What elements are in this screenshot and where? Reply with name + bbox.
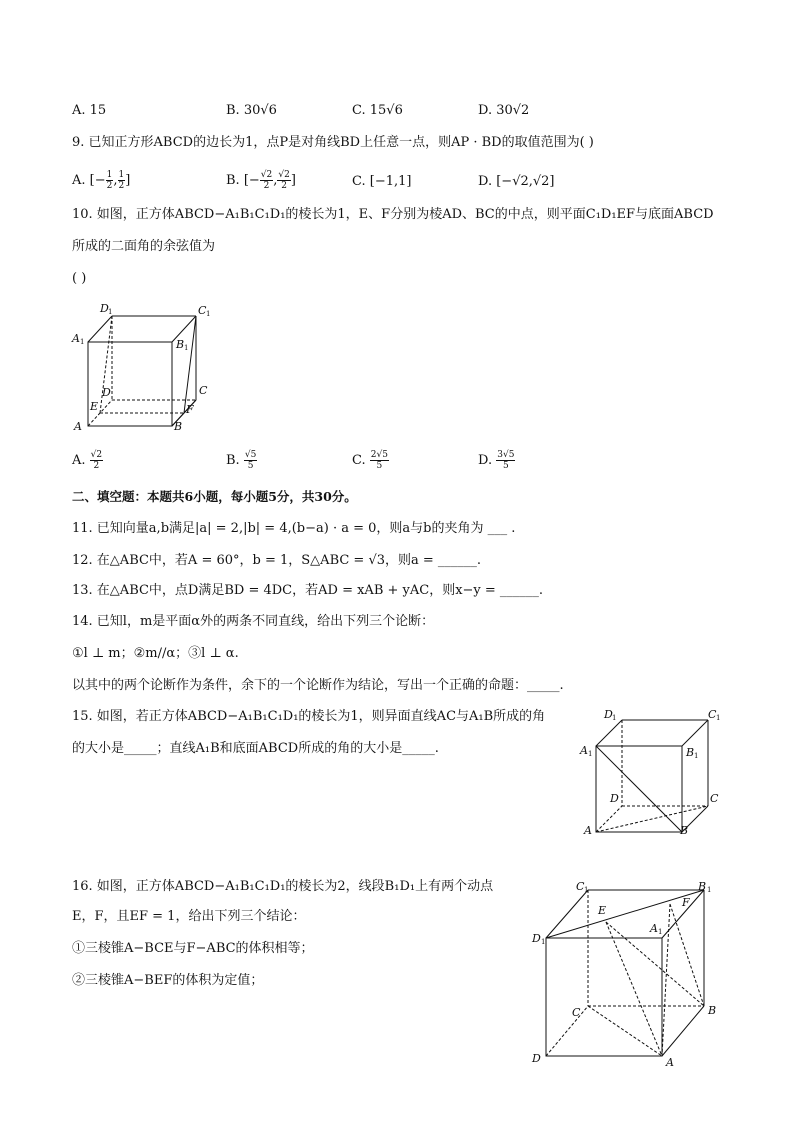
svg-text:D: D — [610, 792, 619, 805]
svg-text:1: 1 — [108, 308, 113, 316]
q8-option-d: D. 30√2 — [478, 103, 530, 118]
svg-text:D: D — [532, 932, 541, 945]
q9-stem: 9. 已知正方形ABCD的边长为1，点P是对角线BD上任意一点，则AP · BD的取值范围为( ) — [72, 135, 594, 150]
q15-line1: 15. 如图，若正方体ABCD−A₁B₁C₁D₁的棱长为1，则异面直线AC与A₁B所成的角 — [72, 709, 546, 724]
label-b: B — [174, 420, 183, 433]
q14-line3: 以其中的两个论断作为条件，余下的一个论断作为结论，写出一个正确的命题：_____. — [72, 678, 564, 693]
svg-text:1: 1 — [584, 886, 589, 894]
svg-text:C: C — [572, 1006, 581, 1019]
svg-text:1: 1 — [184, 344, 189, 352]
svg-text:B: B — [680, 824, 689, 837]
svg-text:C: C — [576, 880, 585, 893]
label-d: D — [102, 386, 111, 399]
q10-option-c: C. $\frac{2√5}{5}$ — [352, 450, 388, 471]
svg-text:D: D — [532, 1052, 541, 1065]
q14-line1: 14. 已知l，m是平面α外的两条不同直线，给出下列三个论断： — [72, 614, 435, 629]
q10-stem-line1: 10. 如图，正方体ABCD−A₁B₁C₁D₁的棱长为1，E、F分别为棱AD、BC的中点，则平面C₁D₁EF与底面ABCD — [72, 207, 714, 222]
svg-text:A: A — [584, 824, 592, 837]
q16-line4: ②三棱锥A−BEF的体积为定值； — [72, 973, 264, 988]
label-a1: A — [72, 332, 80, 345]
q8-option-c: C. 15√6 — [352, 103, 403, 118]
svg-text:1: 1 — [716, 714, 721, 722]
svg-text:1: 1 — [206, 310, 211, 318]
q9-option-b: B. [− $\frac{√2}{2}$ , $\frac{√2}{2}$ ] — [226, 170, 296, 191]
q9-option-c: C. [−1,1] — [352, 174, 412, 189]
label-a: A — [74, 420, 82, 433]
q10-stem-line2: 所成的二面角的余弦值为 — [72, 239, 216, 254]
svg-text:E: E — [598, 904, 607, 917]
section-fill-in-header: 二、填空题：本题共6小题，每小题5分，共30分。 — [72, 489, 357, 504]
q12-text: 12. 在△ABC中，若A = 60°，b = 1，S△ABC = √3，则a = ______. — [72, 553, 482, 568]
q14-line2: ①l ⊥ m；②m//α；③l ⊥ α. — [72, 646, 239, 661]
svg-text:B: B — [686, 746, 695, 759]
svg-text:A: A — [666, 1056, 674, 1069]
svg-text:A: A — [580, 744, 588, 757]
q15-cube-figure — [578, 704, 728, 840]
label-c: C — [199, 384, 208, 397]
svg-text:1: 1 — [694, 752, 699, 760]
q16-line2: E，F，且EF = 1，给出下列三个结论： — [72, 909, 306, 924]
svg-text:B: B — [708, 1004, 717, 1017]
q8-option-b: B. 30√6 — [226, 103, 277, 118]
label-b1: B — [176, 338, 185, 351]
q10-option-b: B. $\frac{√5}{5}$ — [226, 450, 257, 471]
q9-option-d: D. [−√2,√2] — [478, 174, 555, 189]
svg-text:1: 1 — [612, 714, 617, 722]
svg-text:F: F — [682, 896, 690, 909]
label-c1: C — [198, 304, 207, 317]
q10-cube-figure — [70, 298, 220, 438]
svg-text:1: 1 — [541, 938, 546, 946]
q15-line2: 的大小是_____；直线A₁B和底面ABCD所成的角的大小是_____. — [72, 741, 439, 756]
q16-line1: 16. 如图，正方体ABCD−A₁B₁C₁D₁的棱长为2，线段B₁D₁上有两个动点 — [72, 879, 494, 894]
svg-text:B: B — [698, 880, 707, 893]
svg-text:C: C — [710, 792, 719, 805]
svg-text:D: D — [604, 708, 613, 721]
label-f: F — [186, 403, 194, 416]
label-d1: D — [100, 302, 109, 315]
q16-cube-figure — [528, 876, 728, 1072]
q10-stem-line3: ( ) — [72, 271, 87, 286]
q11-text: 11. 已知向量a,b满足|a| = 2,|b| = 4,(b−a) · a = 0，则a与b的夹角为 ___ . — [72, 521, 516, 536]
svg-text:A: A — [650, 922, 658, 935]
q10-option-a: A. $\frac{√2}{2}$ — [72, 450, 103, 471]
svg-text:C: C — [708, 708, 717, 721]
q16-line3: ①三棱锥A−BCE与F−ABC的体积相等； — [72, 941, 314, 956]
svg-text:1: 1 — [658, 928, 663, 936]
svg-text:1: 1 — [707, 886, 712, 894]
svg-text:1: 1 — [588, 750, 593, 758]
q9-option-a: A. [− $\frac{1}{2}$ , $\frac{1}{2}$ ] — [72, 170, 131, 191]
label-e: E — [90, 400, 99, 413]
q10-option-d: D. $\frac{3√5}{5}$ — [478, 450, 515, 471]
svg-text:1: 1 — [80, 338, 85, 346]
q8-option-a: A. 15 — [72, 103, 107, 118]
q13-text: 13. 在△ABC中，点D满足BD = 4DC，若AD = xAB + yAC，则x−y = ______. — [72, 583, 544, 598]
